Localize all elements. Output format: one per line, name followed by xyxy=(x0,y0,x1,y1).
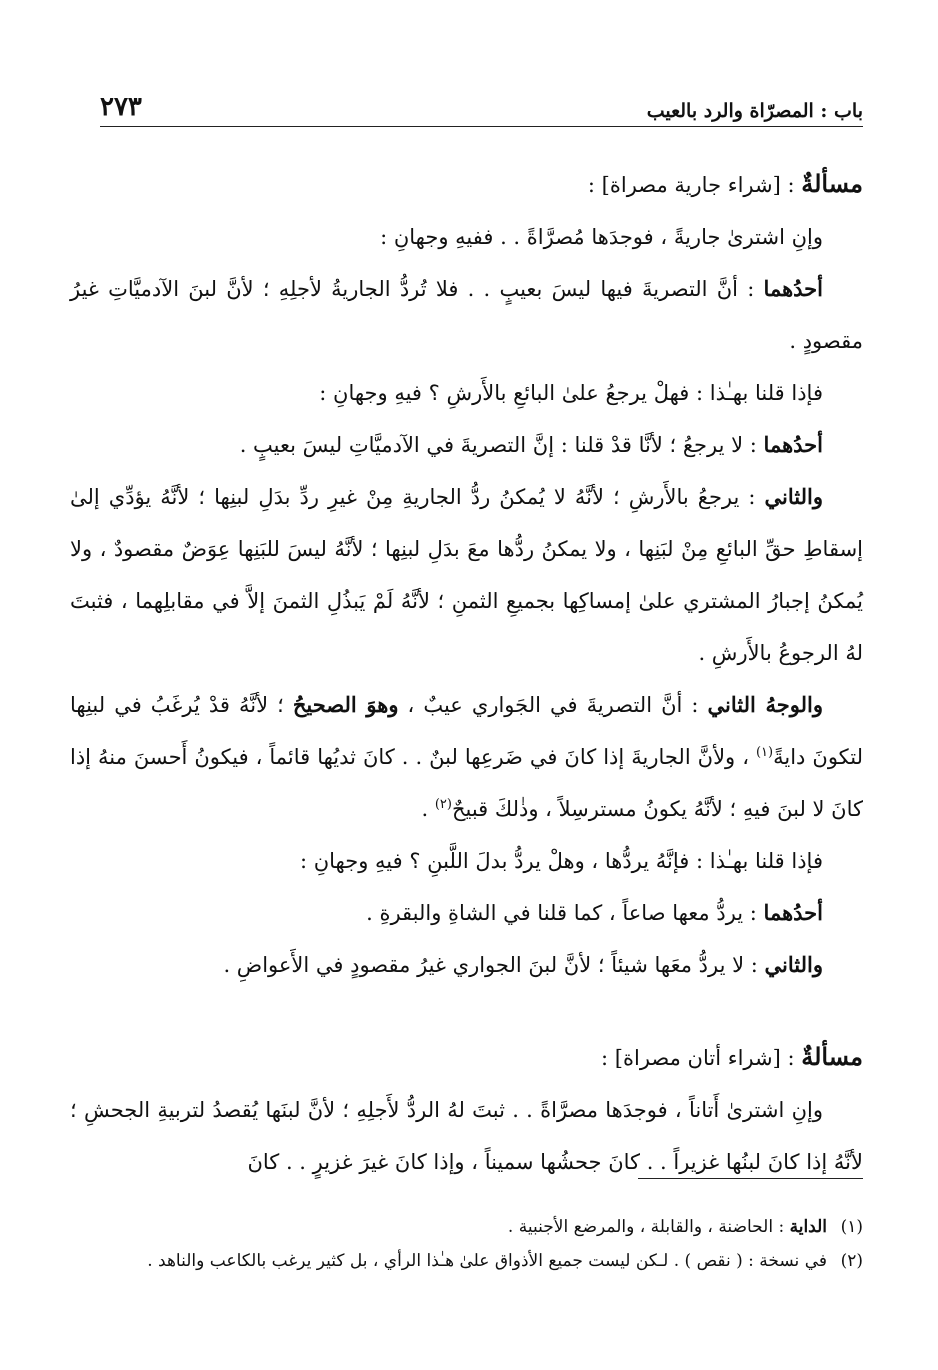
footnote-number: (٢) xyxy=(840,1251,863,1271)
paragraph-lead: أحدُهما xyxy=(763,432,823,457)
paragraph xyxy=(70,263,863,367)
paragraph-text: : أنَّ التصريةَ فيها ليسَ بعيبٍ . . فلا تُردُّ الجاريةُ لأجلِهِ ؛ لأنَّ لبنَ الآدميَّاتِ غيرُ مقصودٍ . xyxy=(70,277,863,353)
section-spacer xyxy=(70,991,863,1031)
footnotes xyxy=(70,1212,863,1280)
heading-word: مسألةٌ xyxy=(801,169,863,198)
paragraph xyxy=(70,679,863,835)
main-text xyxy=(70,158,863,1188)
paragraph-lead: والثاني xyxy=(764,484,823,509)
paragraph-text: : يردُّ معها صاعاً ، كما قلنا في الشاةِ والبقرةِ . xyxy=(366,901,764,925)
paragraph xyxy=(70,887,863,939)
footnote-ref-2[interactable]: (٢) xyxy=(434,797,452,812)
paragraph: وإنِ اشترىٰ جاريةً ، فوجدَها مُصرَّاةً . . ففيهِ وجهانِ : xyxy=(380,225,823,249)
heading-word: مسألةٌ xyxy=(801,1042,863,1071)
paragraph xyxy=(70,939,863,991)
footnote-number: (١) xyxy=(840,1217,863,1237)
paragraph-text: ، ولأنَّ الجاريةَ إذا كانَ في ضَرعِها لبنٌ . . كانَ ثديُها قائماً ، فيكونُ أَحسنَ منهُ إذا كانَ لا لبنَ فيهِ ؛ لأنَّهُ يكونُ مسترسِلاً ، وذٰلكَ قبيحٌ xyxy=(70,745,863,821)
page-header xyxy=(100,88,863,127)
paragraph: فإذا قلنا بهـٰذا : فهلْ يرجعُ علىٰ البائعِ بالأَرشِ ؟ فيهِ وجهانِ : xyxy=(319,381,823,405)
paragraph-lead: أحدُهما xyxy=(763,276,823,301)
paragraph-text: ؛ لأنَّهُ قدْ يُرغَبُ في لبنِها لتكونَ دايةً xyxy=(70,693,863,769)
footnote-separator xyxy=(638,1178,863,1179)
paragraph: وإنِ اشترىٰ أَتاناً ، فوجدَها مصرَّاةً . . ثبتَ لهُ الردُّ لأَجلِهِ ؛ لأنَّ لبنَها يُقصدُ لتربيةِ الجحشِ ؛ لأنَّهُ إذا كانَ لبنُها غزيراً . . كانَ جحشُها سميناً ، وإذا كانَ غيرَ غزيرٍ . . كانَ xyxy=(70,1098,863,1174)
section-heading-1 xyxy=(70,158,863,211)
heading-title: : [شراء جارية مصراة] : xyxy=(587,173,802,197)
page-number: ٢٧٣ xyxy=(100,92,142,122)
footnote-ref-1[interactable]: (١) xyxy=(755,745,774,760)
paragraph-lead: والثاني xyxy=(764,952,823,977)
footnote xyxy=(70,1212,863,1242)
paragraph-text: . xyxy=(421,797,435,821)
footnote-text: في نسخة : ( نقص ) . لـكن ليست جميع الأذواق علىٰ هـٰذا الرأي ، بل كثير يرغب بالكاعب والناهد . xyxy=(147,1251,827,1271)
emphasis-text: وهوَ الصحيحُ xyxy=(292,692,399,717)
running-title: باب : المصرّاة والرد بالعيب xyxy=(646,100,863,122)
paragraph-text: : أنَّ التصريةَ في الجَواري عيبٌ ، xyxy=(398,693,708,717)
footnote-text: : الحاضنة ، والقابلة ، والمرضع الأجنبية . xyxy=(507,1217,790,1237)
paragraph-lead: والوجهُ الثاني xyxy=(707,692,823,717)
paragraph-lead: أحدُهما xyxy=(763,900,823,925)
paragraph xyxy=(70,419,863,471)
paragraph xyxy=(70,471,863,679)
paragraph-text: : يرجعُ بالأَرشِ ؛ لأنَّهُ لا يُمكنُ ردُّ الجاريةِ مِنْ غيرِ ردِّ بدَلِ لبنِها ؛ لأنَّهُ يؤدِّي إلىٰ إسقاطِ حقِّ البائعِ مِنْ لبَنِها ، ولا يمكنُ ردُّها معَ بدَلِ لبنِها ؛ لأنَّهُ ليسَ للبَنِها عِوَضٌ مقصودٌ ، ولا يُمكنُ إجبارُ المشتري علىٰ إمساكِها بجميعِ الثمنِ ؛ لأنَّهُ لَمْ يَبذُلِ الثمنَ إلاَّ في مقابلِهما ، فثبتَ لهُ الرجوعُ بالأَرشِ . xyxy=(70,485,863,665)
paragraph-text: : لا يرجعُ ؛ لأنَّا قدْ قلنا : إنَّ التصريةَ في الآدميَّاتِ ليسَ بعيبٍ . xyxy=(239,433,764,457)
paragraph: فإذا قلنا بهـٰذا : فإنَّهُ يردُّها ، وهلْ يردُّ بدلَ اللَّبنِ ؟ فيهِ وجهانِ : xyxy=(299,849,823,873)
footnote xyxy=(70,1246,863,1276)
paragraph-text: : لا يردُّ معَها شيئاً ؛ لأنَّ لبنَ الجواري غيرُ مقصودٍ في الأَعواضِ . xyxy=(223,953,765,977)
section-heading-2 xyxy=(70,1031,863,1084)
footnote-term: الداية xyxy=(789,1217,827,1237)
heading-title: : [شراء أتان مصراة] : xyxy=(601,1046,802,1070)
